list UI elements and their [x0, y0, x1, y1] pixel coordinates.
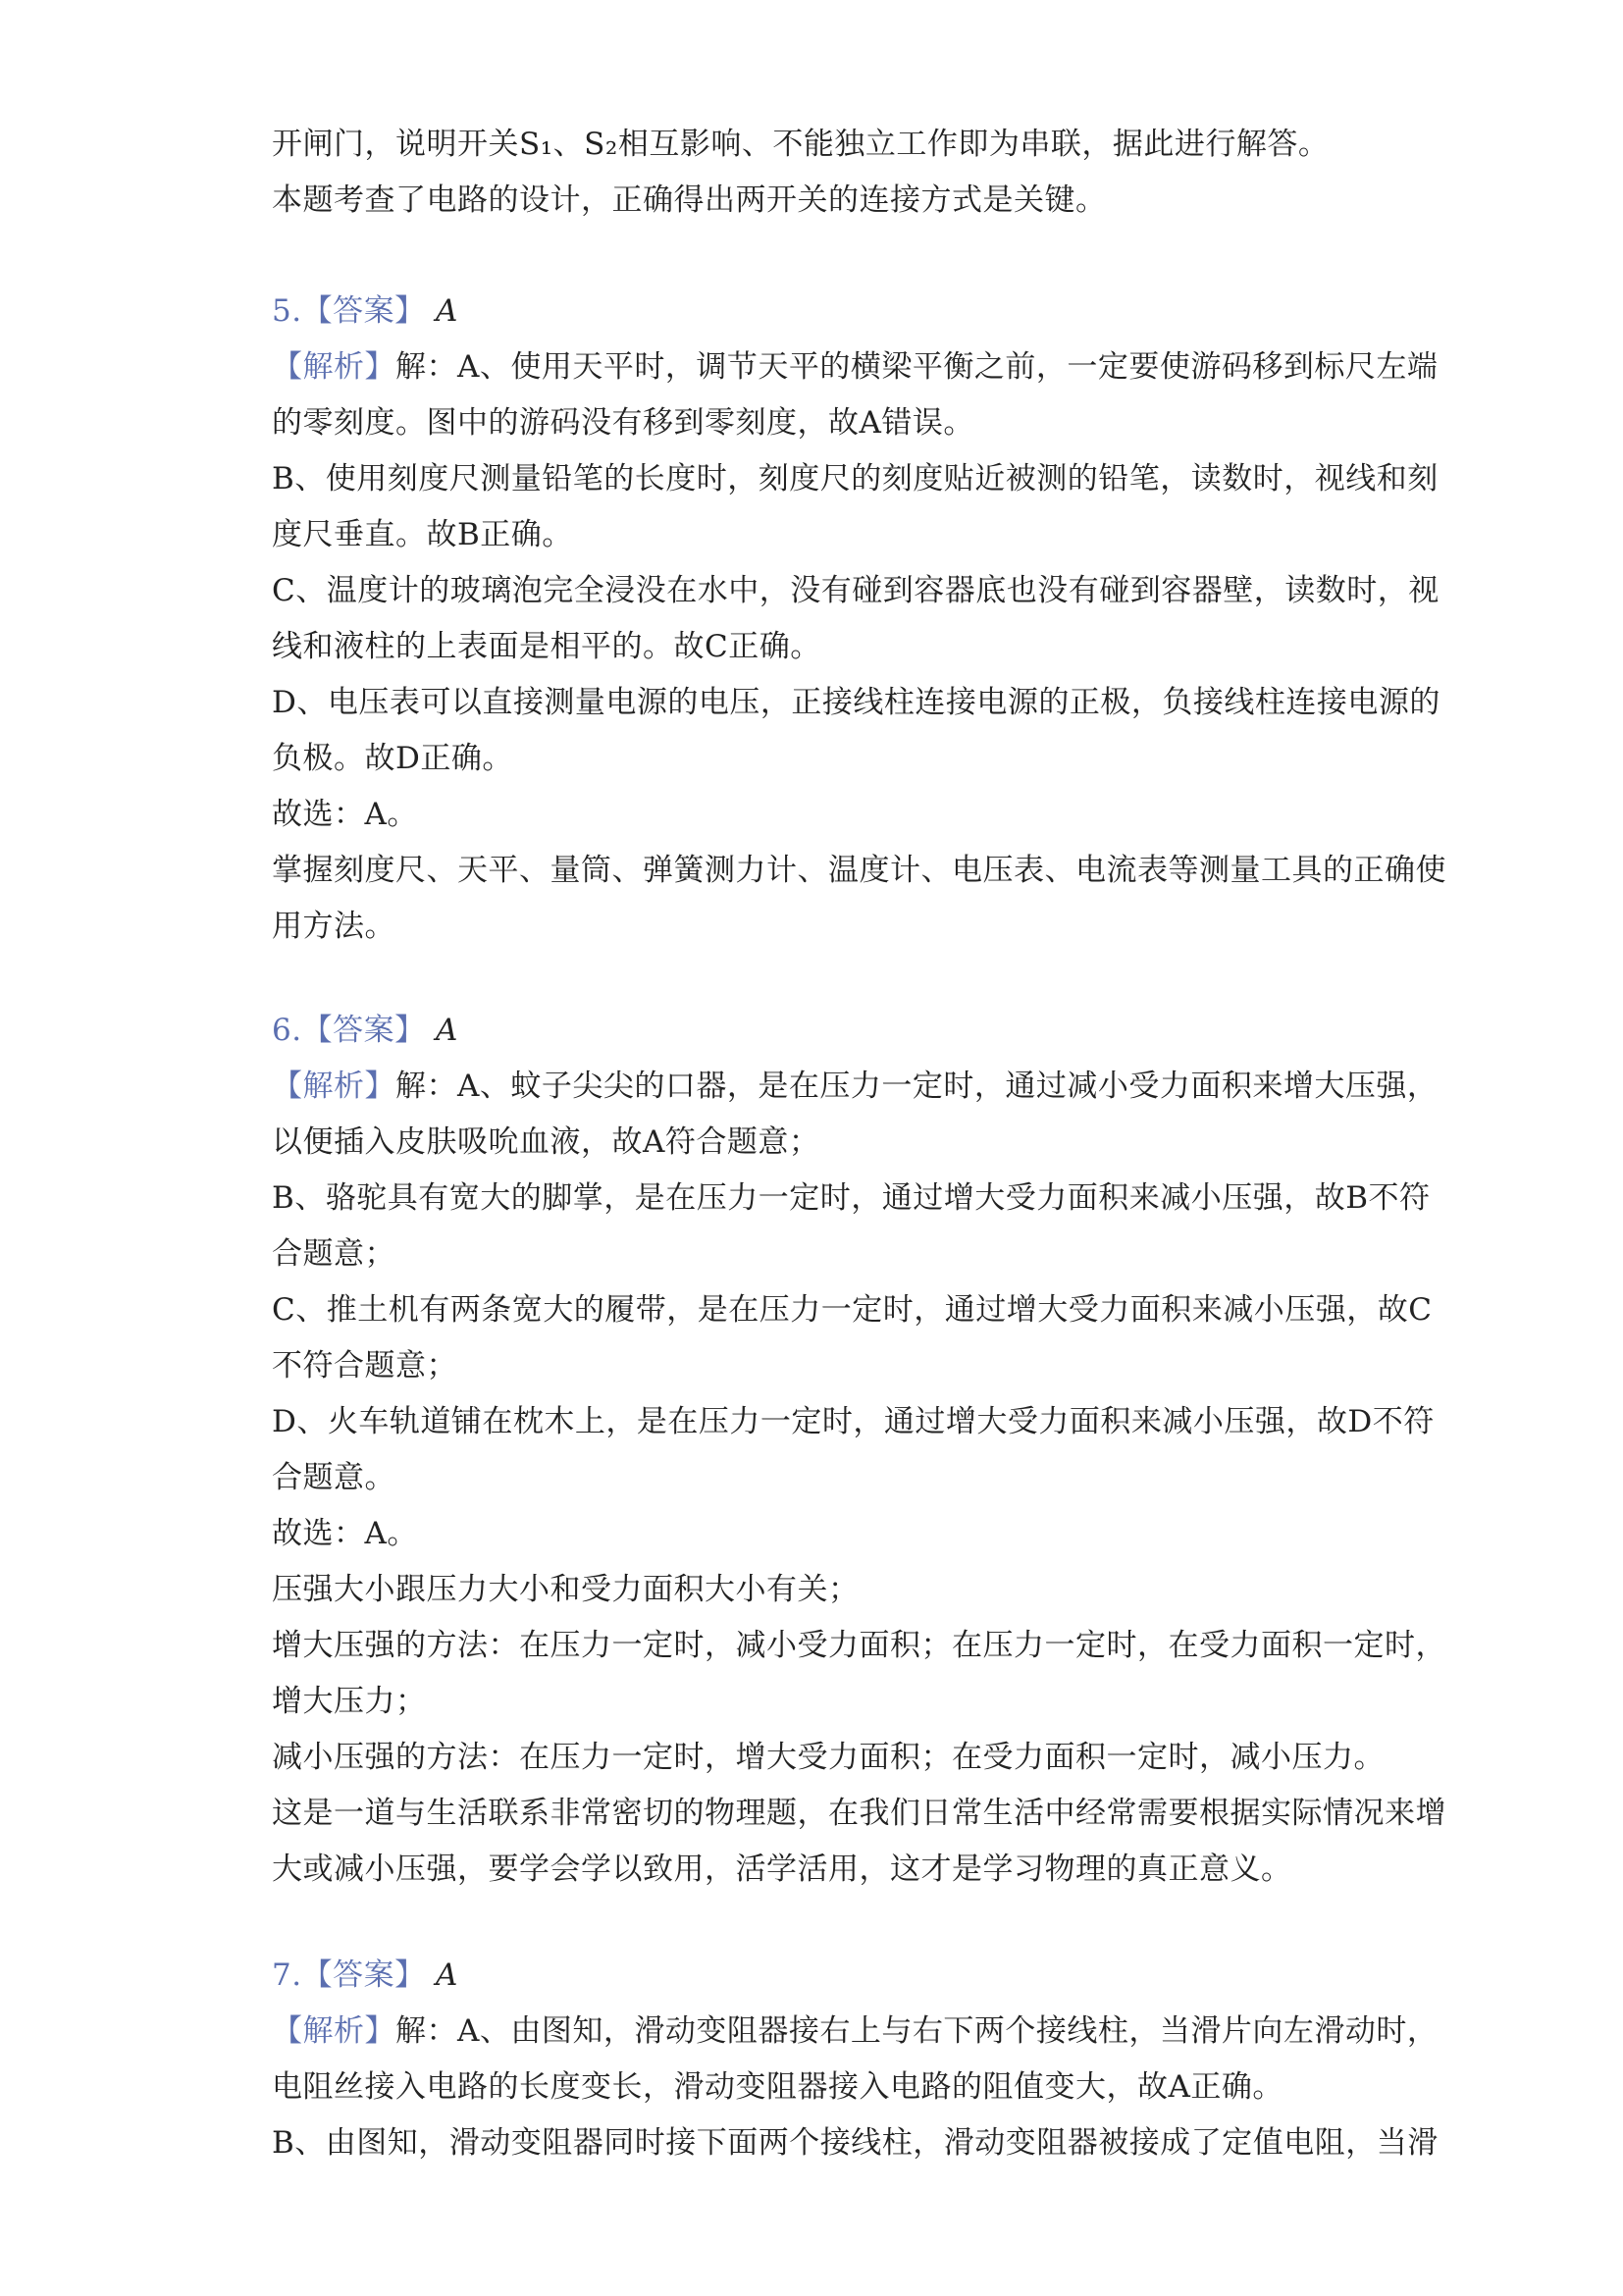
q6-text: 合题意；: [272, 1236, 395, 1272]
q7-number: 7.: [272, 1957, 302, 1993]
q6-analysis-tag: 【解析】: [272, 1069, 395, 1104]
q6-text: 减小压强的方法：在压力一定时，增大受力面积；在受力面积一定时，减小压力。: [272, 1740, 1385, 1775]
q5-text: 解：A、使用天平时，调节天平的横梁平衡之前，一定要使游码移到标尺左端: [395, 349, 1439, 385]
intro-line-2: 本题考查了电路的设计，正确得出两开关的连接方式是关键。: [272, 183, 1107, 218]
q5-number: 5.: [272, 293, 302, 329]
q5-text: 用方法。: [272, 909, 395, 944]
q5-analysis-line-1: [272, 347, 1439, 387]
q5-text: D、电压表可以直接测量电源的电压，正接线柱连接电源的正极，负接线柱连接电源的: [272, 685, 1440, 720]
q5-text: 线和液柱的上表面是相平的。故C正确。: [272, 629, 821, 664]
q5-analysis-tag: 【解析】: [272, 349, 395, 385]
q6-text: 以便插入皮肤吸吮血液，故A符合题意；: [272, 1124, 820, 1160]
q6-answer-value: A: [435, 1013, 458, 1048]
q6-text: D、火车轨道铺在枕木上，是在压力一定时，通过增大受力面积来减小压强，故D不符: [272, 1404, 1435, 1439]
q6-text: 大或减小压强，要学会学以致用，活学活用，这才是学习物理的真正意义。: [272, 1852, 1292, 1887]
q5-text: 负极。故D正确。: [272, 741, 513, 776]
intro-line-1: 开闸门，说明开关S₁、S₂相互影响、不能独立工作即为串联，据此进行解答。: [272, 127, 1330, 162]
q7-analysis-line-1: [272, 2011, 1439, 2051]
q6-text: 合题意。: [272, 1460, 395, 1495]
q6-text: 不符合题意；: [272, 1348, 457, 1383]
q5-answer-value: A: [435, 293, 458, 329]
q7-answer-value: A: [435, 1957, 458, 1993]
q5-answer-line: [272, 291, 1400, 331]
q6-text: 故选：A。: [272, 1516, 418, 1551]
q7-answer-tag: 【答案】: [301, 1957, 426, 1993]
q5-text: B、使用刻度尺测量铅笔的长度时，刻度尺的刻度贴近被测的铅笔，读数时，视线和刻: [272, 461, 1439, 496]
q5-text: C、温度计的玻璃泡完全浸没在水中，没有碰到容器底也没有碰到容器壁，读数时，视: [272, 573, 1440, 608]
q6-text: 这是一道与生活联系非常密切的物理题，在我们日常生活中经常需要根据实际情况来增: [272, 1796, 1446, 1831]
q5-text: 的零刻度。图中的游码没有移到零刻度，故A错误。: [272, 405, 974, 441]
q6-answer-tag: 【答案】: [301, 1013, 426, 1048]
q6-number: 6.: [272, 1013, 302, 1048]
q7-text: B、由图知，滑动变阻器同时接下面两个接线柱，滑动变阻器被接成了定值电阻，当滑: [272, 2125, 1439, 2161]
q6-text: C、推土机有两条宽大的履带，是在压力一定时，通过增大受力面积来减小压强，故C: [272, 1292, 1433, 1328]
q7-text: 电阻丝接入电路的长度变长，滑动变阻器接入电路的阻值变大，故A正确。: [272, 2069, 1283, 2105]
q6-text: 增大压力；: [272, 1684, 427, 1719]
q6-text: B、骆驼具有宽大的脚掌，是在压力一定时，通过增大受力面积来减小压强，故B不符: [272, 1180, 1431, 1216]
q7-answer-line: [272, 1956, 1400, 1995]
q5-answer-tag: 【答案】: [301, 293, 426, 329]
q6-answer-line: [272, 1011, 1400, 1050]
q6-analysis-line-1: [272, 1067, 1439, 1106]
q5-text: 度尺垂直。故B正确。: [272, 517, 573, 552]
q6-text: 解：A、蚊子尖尖的口器，是在压力一定时，通过减小受力面积来增大压强，: [395, 1069, 1439, 1104]
q6-text: 增大压强的方法：在压力一定时，减小受力面积；在压力一定时，在受力面积一定时，: [272, 1628, 1446, 1663]
q5-text: 掌握刻度尺、天平、量筒、弹簧测力计、温度计、电压表、电流表等测量工具的正确使: [272, 853, 1446, 888]
q6-text: 压强大小跟压力大小和受力面积大小有关；: [272, 1572, 860, 1607]
q7-analysis-tag: 【解析】: [272, 2013, 395, 2049]
q7-text: 解：A、由图知，滑动变阻器接右上与右下两个接线柱，当滑片向左滑动时，: [395, 2013, 1439, 2049]
q5-text: 故选：A。: [272, 797, 418, 832]
